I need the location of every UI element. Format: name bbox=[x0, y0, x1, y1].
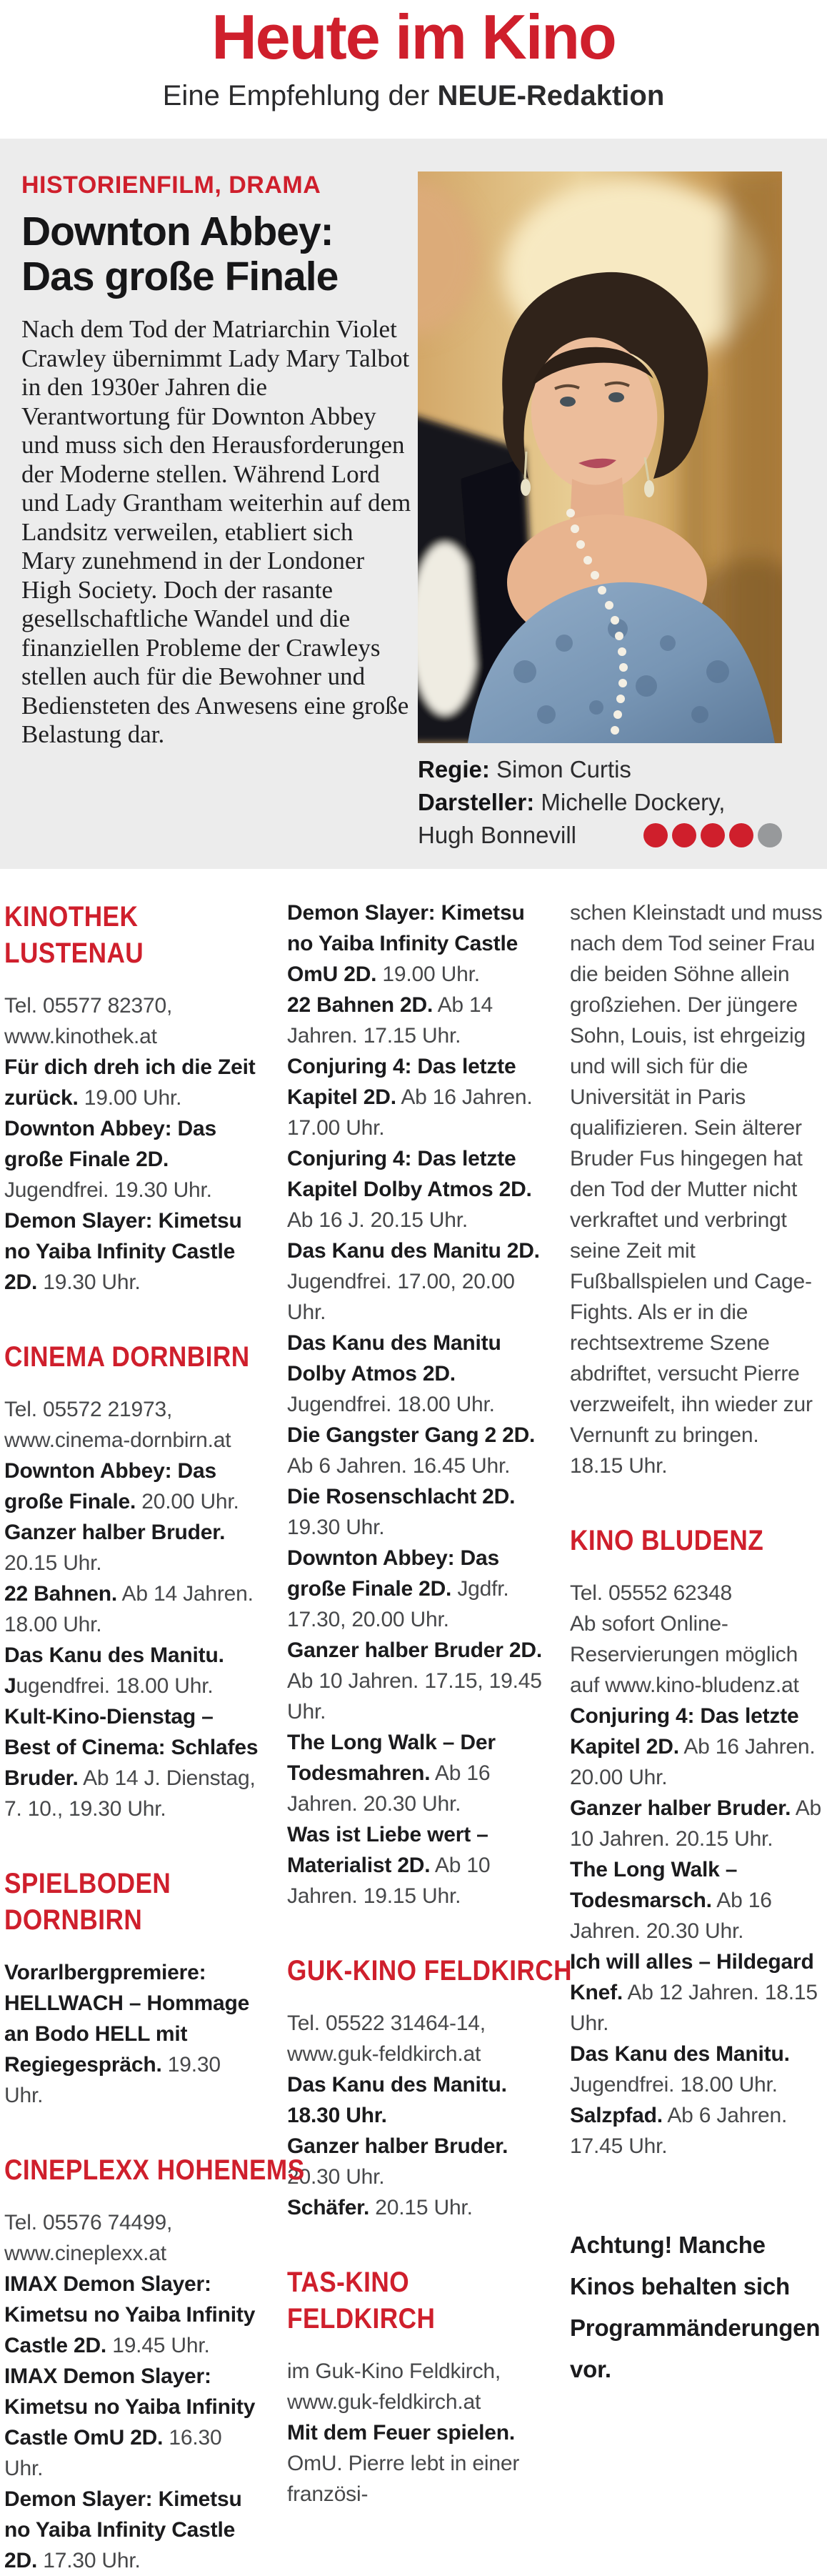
listing-entry: Kult-Kino-Dienstag – Best of Cinema: Schlafes Bruder. Ab 14 J. Dienstag, 7. 10., 19.30 Uhr. bbox=[4, 1705, 259, 1821]
listing-entry: The Long Walk – Todesmarsch. Ab 16 Jahren. 20.30 Uhr. bbox=[570, 1858, 772, 1943]
subtitle-brand: NEUE-Redaktion bbox=[437, 80, 665, 111]
listing-entry: Downton Abbey: Das große Finale 2D. Jugendfrei. 19.30 Uhr. bbox=[4, 1117, 216, 1202]
listing-entry: Das Kanu des Manitu. 18.30 Uhr. bbox=[287, 2073, 507, 2127]
listing-entry: Demon Slayer: Kimetsu no Yaiba Infinity Castle OmU 2D. 19.00 Uhr. bbox=[287, 901, 525, 986]
listing-entry: Conjuring 4: Das letzte Kapitel 2D. Ab 16 Jahren. 20.00 Uhr. bbox=[570, 1704, 816, 1789]
listing-entry: Für dich dreh ich die Zeit zurück. 19.00 Uhr. bbox=[4, 1055, 256, 1110]
listing-entry: Ab sofort Online-Reservierungen möglich auf www.kino-bludenz.at bbox=[570, 1612, 799, 1697]
listing-entry: Downton Abbey: Das große Finale 2D. Jgdfr. 17.30, 20.00 Uhr. bbox=[287, 1546, 509, 1631]
scene-photo-illustration bbox=[418, 171, 782, 743]
listing-entry: Ganzer halber Bruder 2D. Ab 10 Jahren. 17.15, 19.45 Uhr. bbox=[287, 1638, 542, 1724]
cinema-heading: KINOTHEK LUSTENAU bbox=[4, 901, 144, 969]
listing-entry: Das Kanu des Manitu Dolby Atmos 2D. Jugendfrei. 18.00 Uhr. bbox=[287, 1331, 501, 1416]
program-change-notice: Achtung! Manche Kinos behalten sich Programmänderungen vor. bbox=[570, 2232, 821, 2382]
rating-dot-filled bbox=[643, 823, 668, 847]
feature-category: HISTORIENFILM, DRAMA bbox=[21, 171, 321, 199]
listing-entry: Schäfer. 20.15 Uhr. bbox=[287, 2196, 473, 2219]
listing-entry: 18.15 Uhr. bbox=[570, 1454, 668, 1478]
listing-entry: IMAX Demon Slayer: Kimetsu no Yaiba Infinity Castle 2D. 19.45 Uhr. bbox=[4, 2272, 256, 2357]
listing-entry: 22 Bahnen. Ab 14 Jahren. 18.00 Uhr. bbox=[4, 1582, 254, 1636]
listing-entry: Tel. 05577 82370, www.kinothek.at bbox=[4, 994, 173, 1048]
listings-column-2 bbox=[287, 897, 573, 2576]
subtitle-prefix: Eine Empfehlung der bbox=[162, 80, 438, 111]
listing-entry: Vorarlbergpremiere: HELLWACH – Hommage an Bodo HELL mit Regiegespräch. 19.30 Uhr. bbox=[4, 1961, 250, 2107]
listing-entry: Tel. 05552 62348 bbox=[570, 1581, 733, 1605]
rating-dot-filled bbox=[729, 823, 753, 847]
listing-entry: Die Gangster Gang 2 2D. Ab 6 Jahren. 16.45 Uhr. bbox=[287, 1423, 536, 1478]
feature-title: Downton Abbey: Das große Finale bbox=[21, 209, 339, 299]
page-header bbox=[0, 0, 827, 139]
listing-entry: Salzpfad. Ab 6 Jahren. 17.45 Uhr. bbox=[570, 2104, 788, 2158]
listing-entry: Ganzer halber Bruder. 20.30 Uhr. bbox=[287, 2134, 508, 2189]
listing-entry: Ich will alles – Hildegard Knef. Ab 12 Jahren. 18.15 Uhr. bbox=[570, 1950, 818, 2035]
rating-dot-filled bbox=[672, 823, 696, 847]
listings bbox=[0, 869, 827, 2576]
cinema-heading: CINEMA DORNBIRN bbox=[4, 1341, 250, 1373]
listings-column-3 bbox=[570, 897, 827, 2576]
listings-column-1 bbox=[4, 897, 305, 2576]
feature-credits bbox=[418, 753, 782, 852]
listing-entry: 22 Bahnen 2D. Ab 14 Jahren. 17.15 Uhr. bbox=[287, 993, 493, 1048]
listing-entry: Tel. 05572 21973, www.cinema-dornbirn.at bbox=[4, 1398, 231, 1452]
listing-entry: Tel. 05576 74499, www.cineplexx.at bbox=[4, 2211, 173, 2265]
credit-director: Regie: Simon Curtis bbox=[418, 756, 631, 782]
listing-entry: Die Rosenschlacht 2D. 19.30 Uhr. bbox=[287, 1485, 516, 1539]
cinema-heading: KINO BLUDENZ bbox=[570, 1525, 764, 1556]
rating-dot-filled bbox=[701, 823, 725, 847]
cinema-heading: TAS-KINO FELDKIRCH bbox=[287, 2267, 436, 2334]
cinema-heading: GUK-KINO FELDKIRCH bbox=[287, 1955, 573, 1986]
credit-cast-2-row: Hugh Bonnevill bbox=[418, 819, 782, 852]
listing-entry: Conjuring 4: Das letzte Kapitel Dolby Atmos 2D. Ab 16 J. 20.15 Uhr. bbox=[287, 1147, 532, 1232]
page-title: Heute im Kino bbox=[211, 1, 616, 72]
listing-entry: Demon Slayer: Kimetsu no Yaiba Infinity Castle 2D. 19.30 Uhr. bbox=[4, 1209, 242, 1294]
listing-entry: Das Kanu des Manitu. Jugendfrei. 18.00 Uhr. bbox=[570, 2042, 790, 2097]
listing-entry: Das Kanu des Manitu. Jugendfrei. 18.00 Uhr. bbox=[4, 1643, 224, 1698]
rating-dot-empty bbox=[758, 823, 782, 847]
feature-box bbox=[0, 139, 827, 869]
credit-cast: Darsteller: Michelle Dockery, bbox=[418, 789, 726, 815]
listing-entry: Ganzer halber Bruder. 20.15 Uhr. bbox=[4, 1521, 226, 1575]
listing-entry: Tel. 05522 31464-14, www.guk-feldkirch.at bbox=[287, 2011, 486, 2066]
listing-entry: Demon Slayer: Kimetsu no Yaiba Infinity Castle 2D. 17.30 Uhr. bbox=[4, 2487, 242, 2572]
listing-entry: schen Kleinstadt und muss nach dem Tod seiner Frau die beiden Söhne allein großziehen. Der jüngere Sohn, Louis, ist ehrgeizig und will sich für die Universität in Paris qualifizieren. Sein älterer Bruder Fus hingegen hat den Tod der Mutter nicht verkraftet und verbringt seine Zeit mit Fußballspielen und Cage-Fights. Als er in die rechtsextreme Szene abdriftet, versucht Pierre verzweifelt, ihn wieder zur Vernunft zu bringen. bbox=[570, 901, 823, 1447]
listing-entry: Ganzer halber Bruder. Ab 10 Jahren. 20.15 Uhr. bbox=[570, 1796, 822, 1851]
rating-dots bbox=[643, 823, 782, 847]
cinema-heading: CINEPLEXX HOHENEMS bbox=[4, 2154, 305, 2186]
feature-text bbox=[21, 171, 413, 750]
page-subtitle bbox=[0, 80, 827, 111]
listing-entry: Conjuring 4: Das letzte Kapitel 2D. Ab 16 Jahren. 17.00 Uhr. bbox=[287, 1055, 533, 1140]
listing-entry: Mit dem Feuer spielen. OmU. Pierre lebt in einer französi- bbox=[287, 2421, 520, 2506]
listing-entry: The Long Walk – Der Todesmahren. Ab 16 Jahren. 20.30 Uhr. bbox=[287, 1731, 496, 1816]
listing-entry: Was ist Liebe wert – Materialist 2D. Ab 10 Jahren. 19.15 Uhr. bbox=[287, 1823, 491, 1908]
feature-synopsis: Nach dem Tod der Matriarchin Violet Crawley übernimmt Lady Mary Talbot in den 1930er Jahren die Verantwortung für Downton Abbey und muss sich den Herausforderungen der Moderne stellen. Während Lord und Lady Grantham weiterhin auf dem Landsitz verweilen, etabliert sich Mary zunehmend in der Londoner High Society. Doch der rasante gesellschaftliche Wandel und die finanziellen Probleme der Crawleys stellen auch für die Bewohner und Bediensteten des Anwesens eine große Belastung dar. bbox=[21, 315, 411, 748]
cinema-heading: SPIELBODEN DORNBIRN bbox=[4, 1868, 171, 1936]
listing-entry: IMAX Demon Slayer: Kimetsu no Yaiba Infinity Castle OmU 2D. 16.30 Uhr. bbox=[4, 2364, 256, 2480]
listing-entry: im Guk-Kino Feldkirch, www.guk-feldkirch.at bbox=[287, 2359, 501, 2414]
feature-photo bbox=[418, 171, 782, 743]
listing-entry: Das Kanu des Manitu 2D. Jugendfrei. 17.00, 20.00 Uhr. bbox=[287, 1239, 540, 1324]
listing-entry: Downton Abbey: Das große Finale. 20.00 Uhr. bbox=[4, 1459, 239, 1513]
